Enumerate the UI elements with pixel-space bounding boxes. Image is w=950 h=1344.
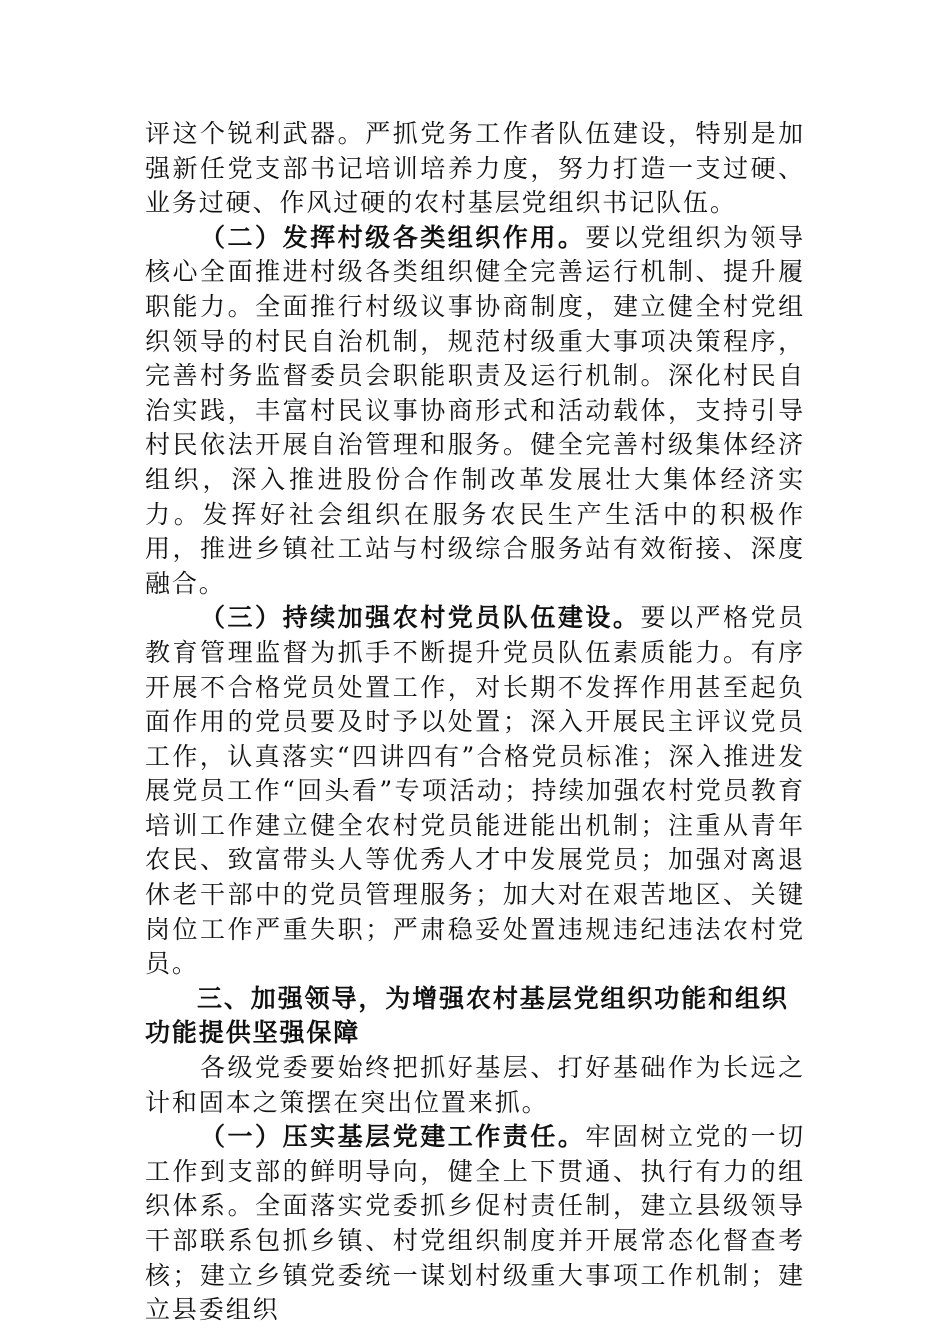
paragraph-lead: （三）持续加强农村党员队伍建设。 [200,603,641,633]
paragraph-party-member-team [145,601,805,982]
paragraph-village-organizations [145,221,805,602]
document-page [145,117,805,1328]
paragraph-text: 评这个锐利武器。严抓党务工作者队伍建设，特别是加强新任党支部书记培训培养力度，努力打造一支过硬、业务过硬、作风过硬的农村基层党组织书记队伍。 [145,119,805,218]
paragraph-text: 要以严格党员教育管理监督为抓手不断提升党员队伍素质能力。有序开展不合格党员处置工作，对长期不发挥作用甚至起负面作用的党员要及时予以处置；深入开展民主评议党员工作，认真落实“四讲四有”合格党员标准；深入推进发展党员工作“回头看”专项活动；持续加强农村党员教育培训工作建立健全农村党员能进能出机制；注重从青年农民、致富带头人等优秀人才中发展党员；加强对离退休老干部中的党员管理服务；加大对在艰苦地区、关键岗位工作严重失职；严肃稳妥处置违规违纪违法农村党员。 [145,603,805,979]
paragraph-responsibility [145,1120,805,1328]
paragraph-section-intro [145,1051,805,1120]
paragraph-lead: （一）压实基层党建工作责任。 [200,1122,586,1152]
paragraph-continuation [145,117,805,221]
paragraph-text: 要以党组织为领导核心全面推进村级各类组织健全完善运行机制、提升履职能力。全面推行村级议事协商制度，建立健全村党组织领导的村民自治机制，规范村级重大事项决策程序，完善村务监督委员会职能职责及运行机制。深化村民自治实践，丰富村民议事协商形式和活动载体，支持引导村民依法开展自治管理和服务。健全完善村级集体经济组织，深入推进股份合作制改革发展壮大集体经济实力。发挥好社会组织在服务农民生产生活中的积极作用，推进乡镇社工站与村级综合服务站有效衔接、深度融合。 [145,222,806,598]
paragraph-lead: （二）发挥村级各类组织作用。 [200,222,586,252]
paragraph-text: 各级党委要始终把抓好基层、打好基础作为长远之计和固本之策摆在突出位置来抓。 [145,1053,805,1117]
section-heading-3: 三、加强领导，为增强农村基层党组织功能和组织功能提供坚强保障 [145,983,789,1048]
paragraph-text: 牢固树立党的一切工作到支部的鲜明导向，健全上下贯通、执行有力的组织体系。全面落实党委抓乡促村责任制，建立县级领导干部联系包抓乡镇、村党组织制度并开展常态化督查考核；建立乡镇党委统一谋划村级重大事项工作机制；建立县委组织 [145,1122,806,1325]
